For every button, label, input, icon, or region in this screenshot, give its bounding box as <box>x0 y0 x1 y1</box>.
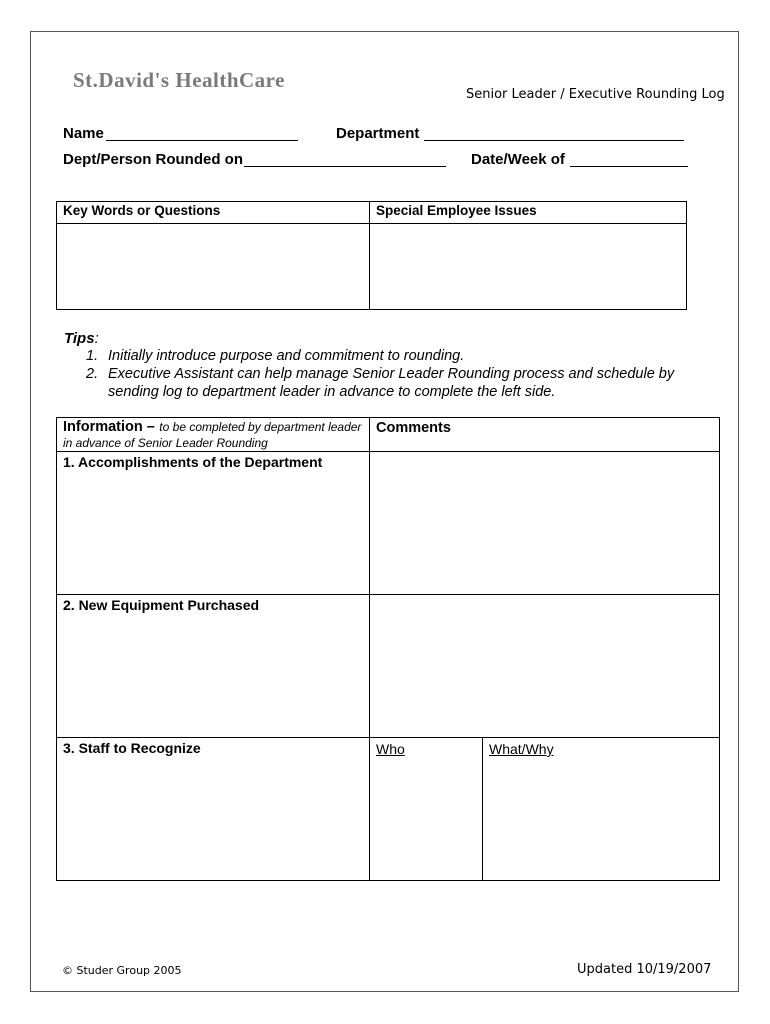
information-header: Information – to be completed by department leader in advance of Senior Leader Rounding <box>63 419 362 450</box>
comments-header: Comments <box>376 420 451 436</box>
what-why-label: What/Why <box>489 741 554 757</box>
date-week-field[interactable] <box>570 165 688 167</box>
dept-person-field[interactable] <box>244 165 446 167</box>
st-davids-healthcare-logo: St.David's HealthCare <box>73 68 285 92</box>
who-label: Who <box>376 741 405 757</box>
tips-item-1: 1. Initially introduce purpose and commitment to rounding. <box>86 348 465 364</box>
new-equipment-label: 2. New Equipment Purchased <box>63 597 260 613</box>
what-why-cell[interactable] <box>483 760 719 880</box>
tips-item-2: 2. Executive Assistant can help manage Senior Leader Rounding process and schedule by sending log to department leader in advance to complete the left side. <box>86 366 675 400</box>
key-words-header: Key Words or Questions <box>63 203 221 218</box>
accomplishments-label: 1. Accomplishments of the Department <box>63 454 323 470</box>
name-field[interactable] <box>106 139 298 141</box>
name-label: Name <box>63 125 104 142</box>
staff-recognize-label: 3. Staff to Recognize <box>63 740 201 756</box>
department-label: Department <box>336 125 420 142</box>
who-cell[interactable] <box>370 760 482 880</box>
tips-heading: Tips: <box>64 330 99 347</box>
key-words-cell[interactable] <box>57 224 369 309</box>
copyright-text: © Studer Group 2005 <box>62 964 182 977</box>
updated-date: Updated 10/19/2007 <box>577 962 712 977</box>
accomplishments-comments-cell[interactable] <box>370 452 719 594</box>
date-week-label: Date/Week of <box>471 151 565 168</box>
document-title: Senior Leader / Executive Rounding Log <box>466 87 725 102</box>
special-issues-cell[interactable] <box>370 224 686 309</box>
equipment-comments-cell[interactable] <box>370 595 719 737</box>
special-issues-header: Special Employee Issues <box>376 203 537 218</box>
dept-person-label: Dept/Person Rounded on <box>63 151 243 168</box>
department-field[interactable] <box>424 139 684 141</box>
